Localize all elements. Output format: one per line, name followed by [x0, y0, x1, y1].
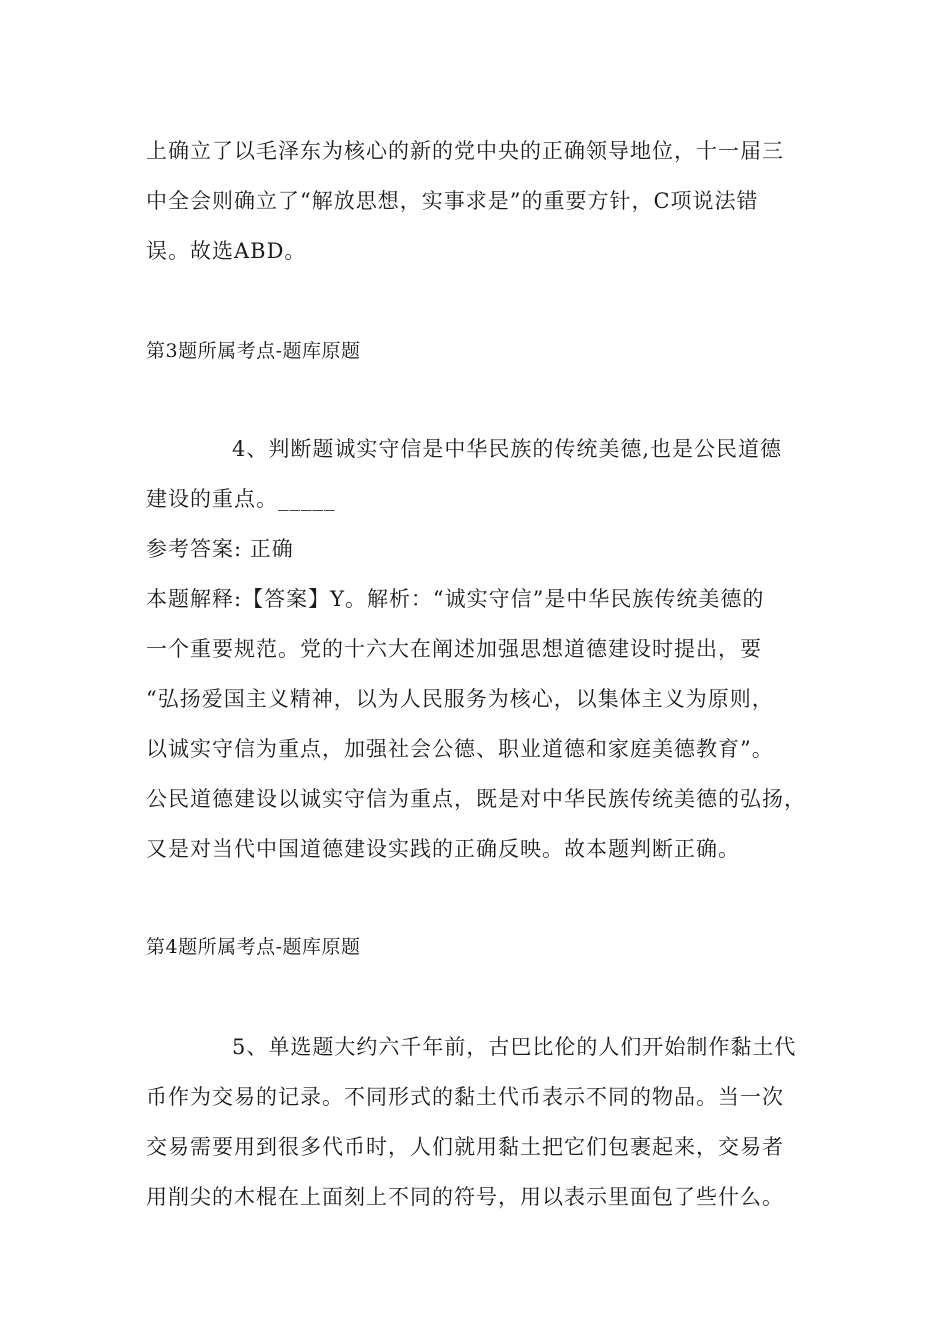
explanation-line: 公民道德建设以诚实守信为重点，既是对中华民族传统美德的弘扬，: [146, 787, 806, 811]
paragraph-line: 中全会则确立了“解放思想，实事求是”的重要方针，C项说法错: [146, 189, 759, 213]
paragraph-line: 上确立了以毛泽东为核心的新的党中央的正确领导地位，十一届三: [146, 139, 784, 163]
paragraph-line: 误。故选ABD。: [146, 239, 307, 263]
section-tag-q4: 第4题所属考点-题库原题: [146, 936, 361, 958]
explanation-line: 一个重要规范。党的十六大在阐述加强思想道德建设时提出，要: [146, 637, 762, 661]
question-5-text: 币作为交易的记录。不同形式的黏土代币表示不同的物品。当一次: [146, 1085, 784, 1109]
explanation-line: 以诚实守信为重点，加强社会公德、职业道德和家庭美德教育”。: [146, 737, 774, 761]
question-4-text: 建设的重点。_____: [146, 487, 336, 511]
answer-label: 参考答案: 正确: [146, 537, 294, 561]
question-4-text: 4、判断题诚实守信是中华民族的传统美德,也是公民道德: [232, 437, 783, 461]
explanation-line: 本题解释:【答案】Y。解析：“诚实守信”是中华民族传统美德的: [146, 587, 765, 611]
question-5-text: 用削尖的木棍在上面刻上不同的符号，用以表示里面包了些什么。: [146, 1185, 784, 1209]
section-tag-q3: 第3题所属考点-题库原题: [146, 340, 361, 362]
explanation-line: 又是对当代中国道德建设实践的正确反映。故本题判断正确。: [146, 837, 740, 861]
explanation-line: “弘扬爱国主义精神，以为人民服务为核心，以集体主义为原则，: [146, 687, 774, 711]
question-5-text: 5、单选题大约六千年前，古巴比伦的人们开始制作黏土代: [232, 1035, 797, 1059]
question-5-text: 交易需要用到很多代币时，人们就用黏土把它们包裹起来，交易者: [146, 1135, 784, 1159]
